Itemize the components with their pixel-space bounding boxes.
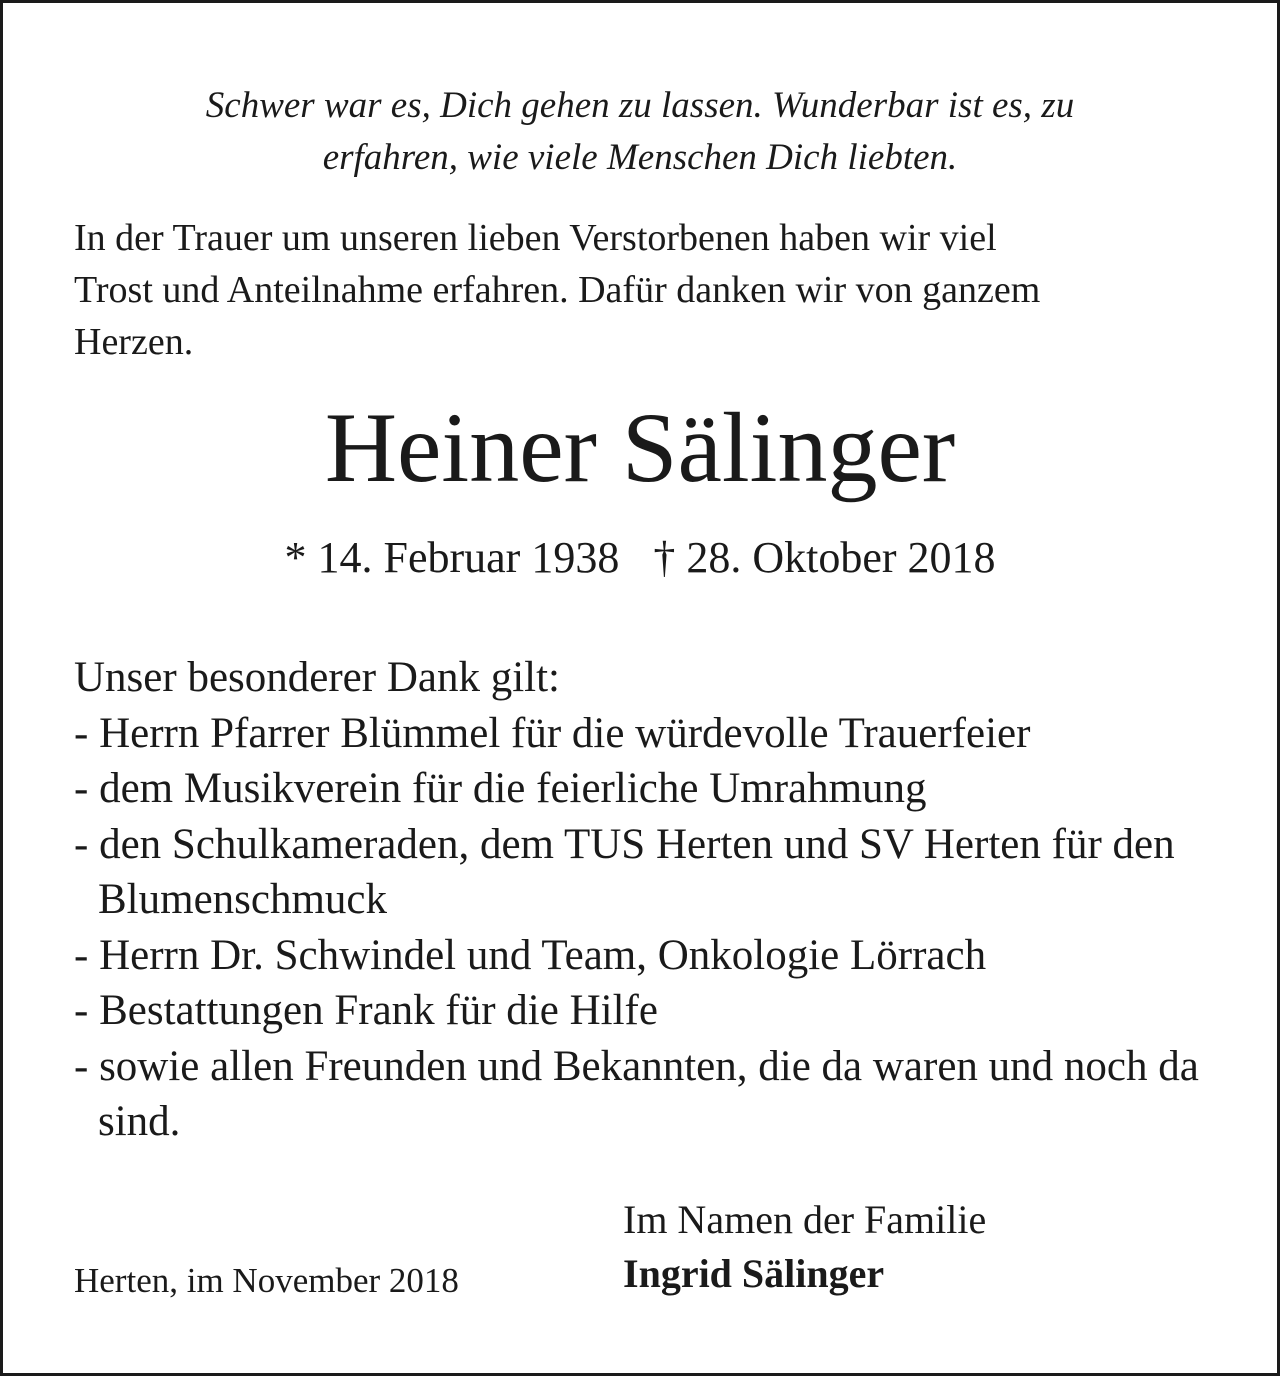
place-date: Herten, im November 2018	[74, 1261, 459, 1300]
family-signature	[623, 1193, 986, 1301]
intro-line-3: Herzen.	[74, 321, 194, 363]
life-dates	[0, 528, 1280, 588]
intro-line-2: Trost und Anteilnahme erfahren. Dafür danken wir von ganzem	[74, 269, 1041, 311]
list-item: - sowie allen Freunden und Bekannten, die da waren und noch da sind.	[74, 1042, 1199, 1145]
motto-line-1: Schwer war es, Dich gehen zu lassen. Wunderbar ist es, zu	[205, 85, 1075, 126]
motto-line-2: erfahren, wie viele Menschen Dich liebten.	[322, 137, 958, 178]
signer-name: Ingrid Sälinger	[623, 1251, 885, 1296]
list-item: - Bestattungen Frank für die Hilfe	[74, 987, 658, 1034]
thanks-list	[74, 650, 1244, 1150]
family-label: Im Namen der Familie	[623, 1197, 987, 1242]
list-item: - Herrn Pfarrer Blümmel für die würdevolle Trauerfeier	[74, 709, 1031, 757]
intro-paragraph	[74, 212, 1208, 368]
motto-quote	[60, 80, 1220, 184]
list-item: - Herrn Dr. Schwindel und Team, Onkologie Lörrach	[74, 931, 987, 979]
list-item: - den Schulkameraden, dem TUS Herten und SV Herten für den Blumenschmuck	[74, 820, 1175, 923]
list-item: - dem Musikverein für die feierliche Umrahmung	[74, 765, 927, 812]
thanks-heading: Unser besonderer Dank gilt:	[74, 654, 560, 701]
birth-date: * 14. Februar 1938	[284, 533, 620, 582]
death-date: † 28. Oktober 2018	[653, 533, 996, 582]
deceased-name: Heiner Sälinger	[324, 392, 956, 503]
intro-line-1: In der Trauer um unseren lieben Verstorbenen haben wir viel	[74, 217, 997, 259]
